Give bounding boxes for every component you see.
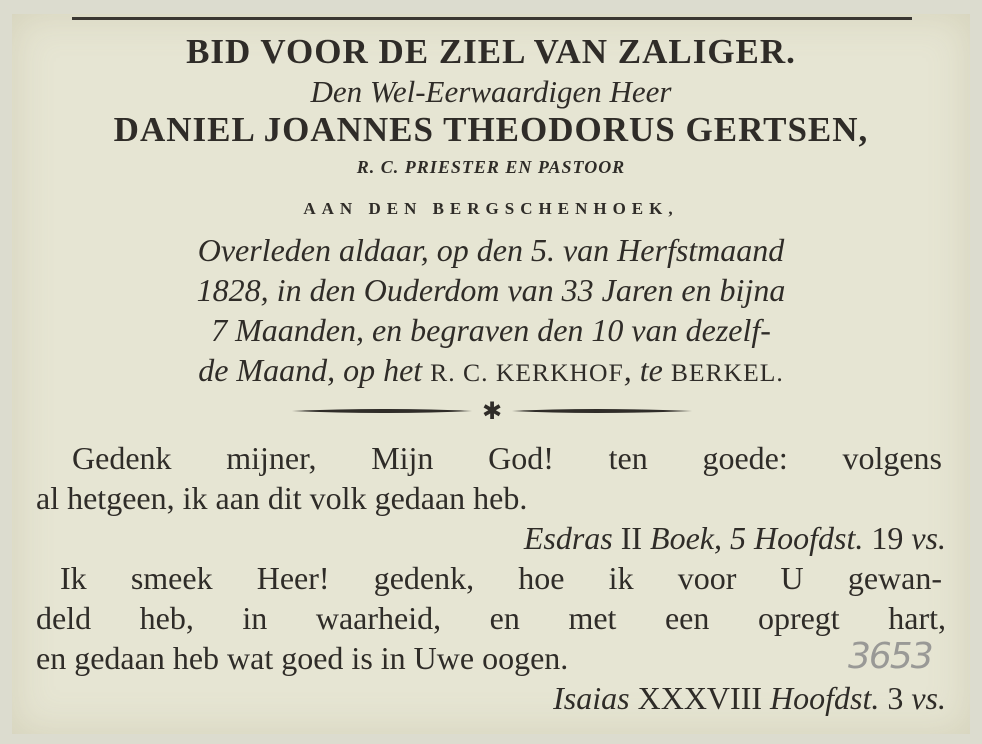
verse-1-reference: [36, 520, 946, 557]
verse-1-ref-b: II: [620, 520, 643, 556]
death-line-1: Overleden aldaar, op den 5. van Herfstmaand: [197, 232, 785, 268]
verse-1-line-1: Gedenk mijner, Mijn God! ten goede: volgens: [72, 440, 942, 476]
verse-1-ref-d: 19: [871, 520, 904, 556]
verse-2-ref-a: Isaias: [553, 680, 638, 716]
memorial-card: [12, 14, 970, 734]
ornament-divider: [282, 397, 702, 425]
top-rule: [72, 17, 912, 20]
ornament-right-swash: [512, 409, 692, 413]
pencil-annotation: 3653: [848, 636, 932, 677]
card-title: BID VOOR DE ZIEL VAN ZALIGER.: [186, 32, 796, 71]
verse-2-line-1: Ik smeek Heer! gedenk, hoe ik voor U gewan-: [60, 560, 942, 596]
verse-2-ref-c: Hoofdst.: [762, 680, 888, 716]
verse-2-ref-d: 3: [887, 680, 904, 716]
honorific: Den Wel-Eerwaardigen Heer: [310, 74, 672, 109]
death-line-4-a: de Maand, op het: [198, 352, 431, 388]
verse-1-ref-c: Boek, 5 Hoofdst.: [642, 520, 872, 556]
verse-1-ref-a: Esdras: [523, 520, 621, 556]
death-line-4-b: R. C. KERKHOF: [430, 358, 624, 387]
verse-1-ref-e: vs.: [903, 520, 946, 556]
death-line-4: [12, 352, 970, 389]
verse-2-reference: [36, 680, 946, 717]
death-line-4-d: BERKEL.: [670, 358, 784, 387]
office: R. C. PRIESTER EN PASTOOR: [356, 157, 626, 177]
verse-2-ref-e: vs.: [903, 680, 946, 716]
deceased-name: DANIEL JOANNES THEODORUS GERTSEN,: [113, 110, 869, 149]
verse-2-line-2: deld heb, in waarheid, en met een opregt hart,: [36, 600, 946, 636]
verse-2-line-3: en gedaan heb wat goed is in Uwe oogen.: [36, 640, 569, 676]
ornament-left-swash: [292, 409, 472, 413]
verse-2-ref-b: XXXVIII: [637, 680, 762, 716]
death-line-3: 7 Maanden, en begraven den 10 van dezelf-: [211, 312, 771, 348]
asterisk-icon: ✱: [481, 397, 503, 425]
parish: AAN DEN BERGSCHENHOEK,: [303, 199, 679, 218]
death-line-4-c: , te: [623, 352, 671, 388]
death-line-2: 1828, in den Ouderdom van 33 Jaren en bijna: [196, 272, 786, 308]
verse-1-line-2: al hetgeen, ik aan dit volk gedaan heb.: [36, 480, 528, 516]
